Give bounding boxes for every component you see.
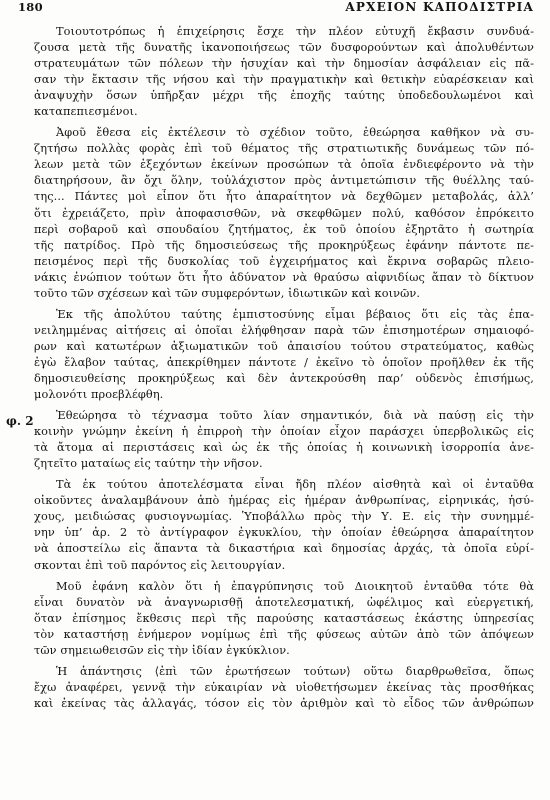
text-line: Τοιουτοτρόπως ἡ ἐπιχείρησις ἔσχε τὴν πλέον εὐτυχῆ ἔκβασιν συνδυά-	[56, 25, 534, 38]
text-line: ἀναψυχὴν ὅσων ὑπῆρξαν μέχρι τῆς ἐποχῆς ταύτης ὑποδεδουλωμένοι καὶ	[34, 89, 534, 103]
text-line: χους, μειδιώσας φυσιογνωμίας. Ὑποβάλλω πρὸς τὴν Υ. Ε. εἰς τὴν συνημμέ-	[34, 510, 534, 524]
text-line: Ἐκ τῆς ἀπολύτου ταύτης ἐμπιστοσύνης εἶμαι βέβαιος ὅτι εἰς τὰς ἐπα-	[56, 307, 534, 321]
text-line: ὅτι ἐχρειάζετο, πρὶν ἀποφασισθῶν, νὰ σκεφθῶμεν πολύ, καθόσον ἐπρόκειτο	[34, 206, 534, 220]
paragraph-1	[34, 24, 534, 120]
text-line: νην ὑπ’ ἀρ. 2 τὸ ἀντίγραφον ἐγκυκλίου, τὴν ὁποίαν ἐθεώρησα ἀπαραίτητον	[34, 526, 534, 540]
text-line: ἐγὼ ἔλαβον ταύτας, ἀπεκρίθημεν πάντοτε / ἐκεῖνο τὸ ὁποῖον προῆλθεν ἐκ τῆς	[34, 355, 534, 369]
text-line: διατηρήσουν, ἂν ὄχι ὅλην, τοὐλάχιστον πρὸς ἀντιμετώπισιν τῆς θυέλλης ταύ-	[34, 174, 534, 188]
text-line: ὅταν ἐπίσημος ἔκθεσις περὶ τῆς παρούσης καταστάσεως ἑκάστης ὑπηρεσίας	[34, 611, 534, 625]
text-line: Τὰ ἐκ τούτου ἀποτελέσματα εἶναι ἤδη πλέον αἰσθητὰ καὶ οἱ ἐνταῦθα	[56, 478, 534, 492]
page-number: 180	[18, 0, 43, 14]
text-line: μολονότι προεβλέφθη.	[34, 388, 164, 402]
text-line: ρων καὶ κατωτέρων ἀξιωματικῶν τοῦ ἀπαισίου τούτου στρατεύματος, καθὼς	[34, 339, 534, 353]
paragraph-6	[34, 579, 534, 659]
text-line: ζητήσω πολλὰς φορὰς ἐπὶ τοῦ θέματος τῆς στρατιωτικῆς δυνάμεως τῶν πό-	[34, 142, 534, 156]
text-line: ζητεῖτο ματαίως εἰς ταύτην τὴν νῆσον.	[34, 457, 263, 471]
text-line: σαν τὴν ἔκτασιν τῆς νήσου καὶ τὴν πραγματικὴν καὶ θετικὴν εὐαρέσκειαν καὶ	[34, 73, 534, 87]
text-line: Ἀφοῦ ἔθεσα εἰς ἐκτέλεσιν τὸ σχέδιον τοῦτο, ἐθεώρησα καθῆκον νὰ συ-	[56, 126, 534, 140]
text-line: τῆς πατρίδος. Πρὸ τῆς δημοσιεύσεως τῆς προκηρύξεως ἐφάνην πάντοτε πε-	[34, 238, 534, 252]
text-line: νὰ ἀποστείλω εἰς ἅπαντα τὰ δικαστήρια καὶ δημοσίας ἀρχάς, τὰ ὁποῖα εὑρί-	[34, 542, 534, 556]
paragraph-3	[34, 307, 534, 403]
text-line: Μοῦ ἐφάνη καλὸν ὅτι ἡ ἐπαγρύπνησις τοῦ Διοικητοῦ ἐνταῦθα τότε θὰ	[56, 579, 534, 593]
paragraph-5	[34, 477, 534, 573]
page-header	[18, 0, 534, 16]
paragraph-2	[34, 125, 534, 302]
text-line: Ἡ ἀπάντησις ⟨ἐπὶ τῶν ἐρωτήσεων τούτων⟩ οὕτω διαρθρωθεῖσα, ὅπως	[56, 664, 534, 678]
text-line: νειλημμένας αἰτήσεις αἱ ὁποῖαι ἐλήφθησαν παρὰ τῶν ἐπισημοτέρων σημαιοφό-	[34, 323, 534, 337]
text-line: τὸν καταστήσῃ ἐνήμερον νομίμως ἐπὶ τῆς φύσεως αὐτῶν ἀπὸ τῶν ἀπόψεων	[34, 627, 534, 641]
paragraph-4	[34, 408, 534, 472]
text-line: καταπεπιεσμένοι.	[34, 105, 138, 119]
text-line: καὶ ἐκείνας τὰς ἀλλαγάς, τόσον εἰς τὸν ἀριθμὸν καὶ τὸ εἶδος τῶν ἀνθρώπων	[34, 696, 534, 710]
text-line: περὶ σοβαροῦ καὶ σπουδαίου ζητήματος, ἐκ τοῦ ὁποίου ἐξηρτᾶτο ἡ σωτηρία	[34, 222, 534, 236]
text-line: της... Πάντες μοὶ εἶπον ὅτι ἦτο ἀπαραίτητον νὰ δεχθῶμεν μεταβολάς, ἀλλ’	[34, 190, 534, 204]
text-line: οἰκοῦντες ἀναλαμβάνουν ἀπὸ ἡμέρας εἰς ἡμέραν ἀνθρωπίνας, εἰρηνικάς, ἡσύ-	[34, 494, 534, 508]
text-line: τῶν σημειωθεισῶν εἰς τὴν ἰδίαν ἐγκύκλιον.	[34, 643, 290, 657]
text-line: νάκις ἐνώπιον τούτων ὅτι ἦτο ἀδύνατον νὰ θραύσω αἰφνιδίως ἅπαν τὸ δίκτυον	[34, 270, 534, 284]
text-line: κοινὴν γνώμην ἐκείνη ἡ ἐπιρροὴ τὴν ὁποίαν εἶχον παράσχει ὑπερβολικῶς εἰς	[34, 425, 534, 439]
text-line: δημοσιευθείσης προκηρύξεως καὶ δὲν ἀντεκρούσθη παρ’ οὐδενὸς ἐπισήμως,	[34, 371, 534, 385]
text-line: τοῦτο τῶν σχέσεων καὶ τῶν συμφερόντων, ἰδιωτικῶν καὶ κοινῶν.	[34, 286, 421, 300]
text-line: λεων μετὰ τῶν ἐξεχόντων ἐκείνων προσώπων τὰ ὁποῖα ἐνδιεφέροντο νὰ τὴν	[34, 158, 534, 172]
text-line: σκονται ἐπὶ τοῦ παρόντος εἰς λειτουργίαν.	[34, 558, 286, 572]
paragraph-7	[34, 664, 534, 712]
text-line: εἶναι δυνατὸν νὰ ἀναγνωρισθῇ ἀποτελεσματική, ὠφέλιμος καὶ εὐεργετική,	[34, 595, 534, 609]
text-line: ἔχω ἀναφέρει, γεννᾷ τὴν εὐκαιρίαν νὰ υἱοθετήσωμεν ἐκείνας τὰς προσθήκας	[34, 680, 534, 694]
margin-folio-note: φ. 2	[6, 414, 34, 428]
text-line: τὰ ἄτομα αἱ περιστάσεις καὶ ὡς ἐκ τῆς ὁποίας ἡ κοινωνικὴ ἰσορροπία ἀνε-	[34, 441, 534, 455]
text-line: πεισμένος περὶ τῆς δυσκολίας τοῦ ἐγχειρήματος καὶ ἔκρινα σοβαρῶς πλειο-	[34, 254, 534, 268]
body-text	[34, 24, 534, 712]
running-head: ΑΡΧΕΙΟΝ ΚΑΠΟΔΙΣΤΡΙΑ	[345, 0, 534, 14]
text-line: ζουσα μετὰ τῆς δυνατῆς ἱκανοποιήσεως τῶν δυσφορούντων καὶ ἀπολυθέντων	[34, 41, 534, 55]
text-line: Ἐθεώρησα τὸ τέχνασμα τοῦτο λίαν σημαντικόν, διὰ νὰ παύσῃ εἰς τὴν	[56, 409, 534, 423]
text-line: στρατευμάτων τῶν πόλεων τὴν ἡσυχίαν καὶ τὴν δημοσίαν ἀσφάλειαν εἰς πᾶ-	[34, 57, 534, 71]
